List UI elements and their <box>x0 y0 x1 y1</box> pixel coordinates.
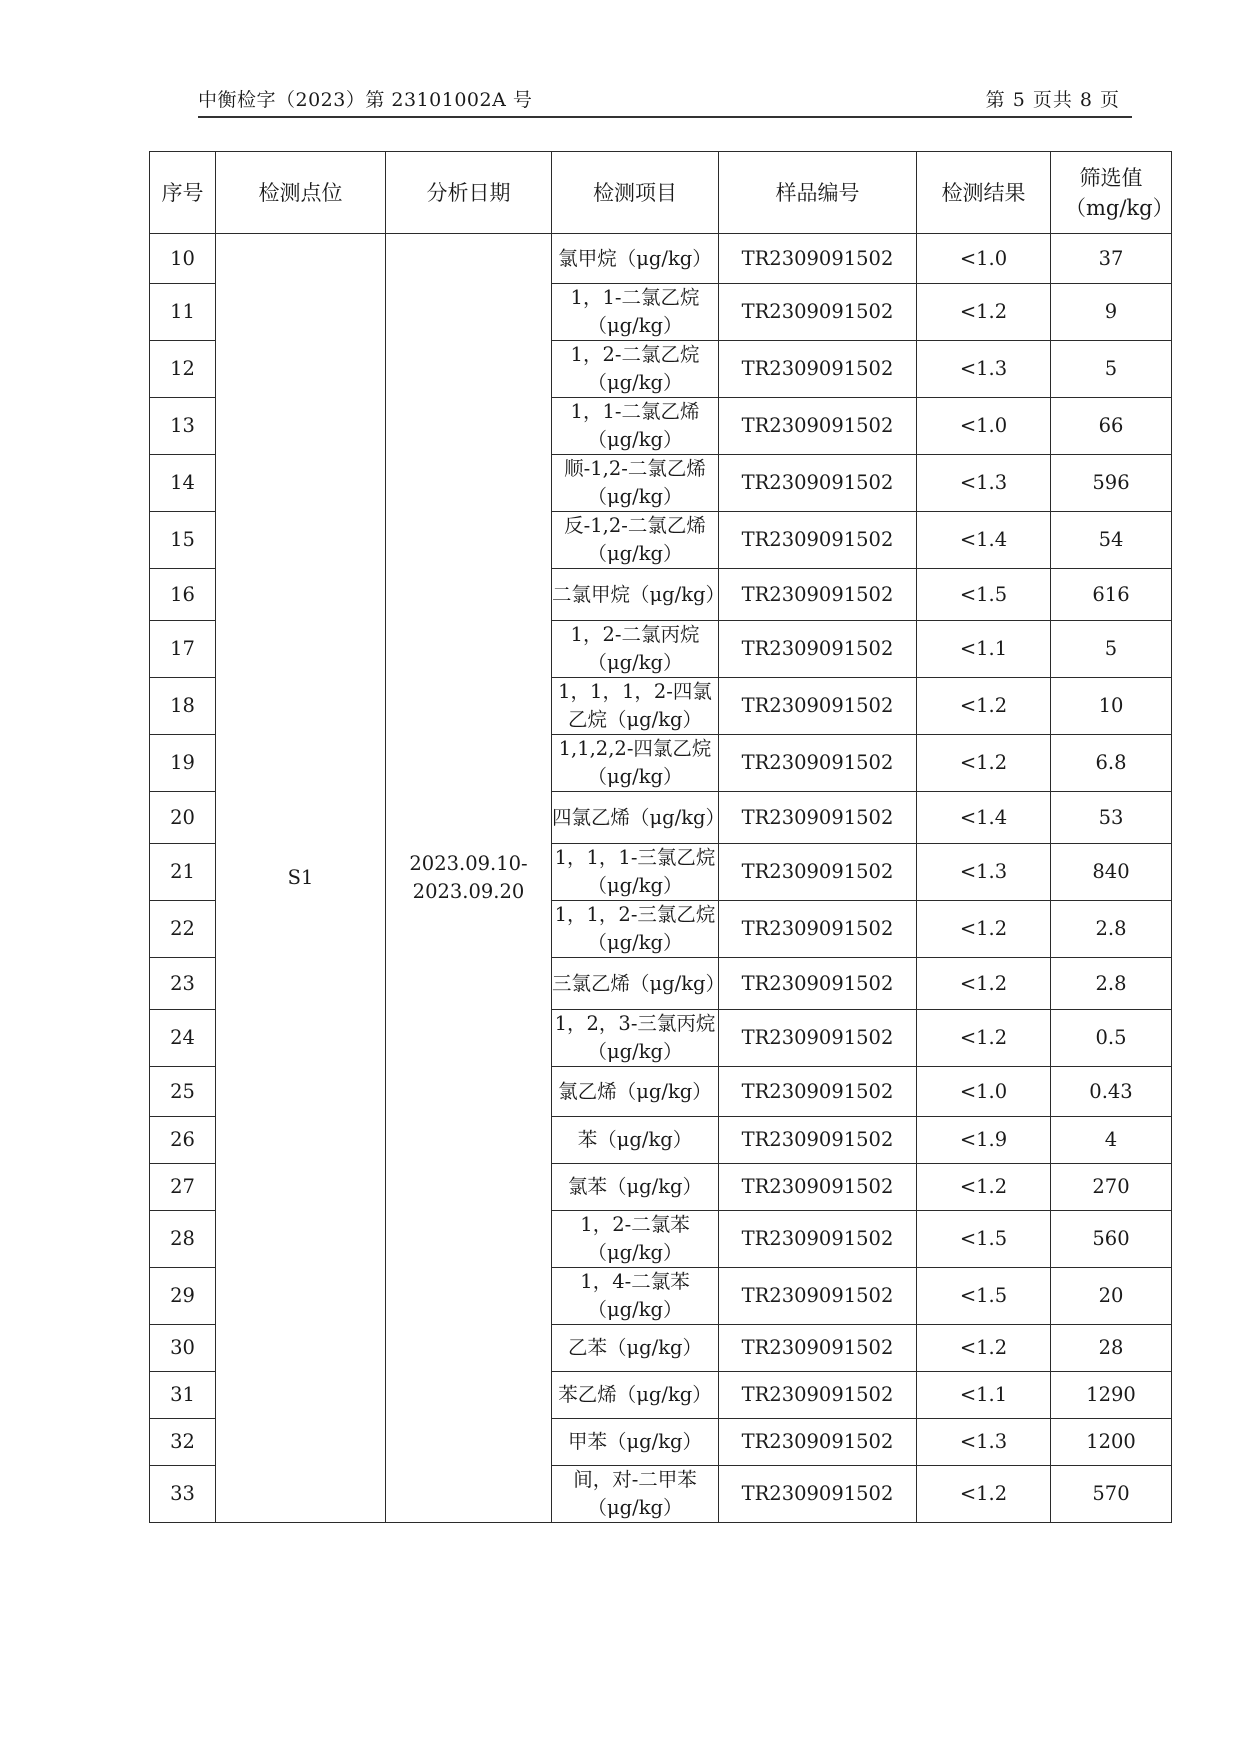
date-cell: 2023.09.10-2023.09.20 <box>386 234 552 1523</box>
row-number: 10 <box>150 234 216 284</box>
sample-cell: TR2309091502 <box>719 735 917 792</box>
item-cell: 二氯甲烷（μg/kg） <box>552 569 719 621</box>
sample-cell: TR2309091502 <box>719 1067 917 1117</box>
item-cell: 氯乙烯（μg/kg） <box>552 1067 719 1117</box>
result-cell: <1.4 <box>917 512 1051 569</box>
result-cell: <1.5 <box>917 1268 1051 1325</box>
row-number: 33 <box>150 1466 216 1523</box>
row-number: 25 <box>150 1067 216 1117</box>
header-result: 检测结果 <box>917 152 1051 234</box>
result-cell: <1.0 <box>917 1067 1051 1117</box>
sample-cell: TR2309091502 <box>719 1164 917 1211</box>
result-cell: <1.0 <box>917 234 1051 284</box>
sample-cell: TR2309091502 <box>719 958 917 1010</box>
screening-cell: 616 <box>1051 569 1172 621</box>
result-cell: <1.3 <box>917 844 1051 901</box>
results-table <box>149 151 1172 1523</box>
screening-cell: 66 <box>1051 398 1172 455</box>
row-number: 27 <box>150 1164 216 1211</box>
screening-cell: 9 <box>1051 284 1172 341</box>
result-cell: <1.1 <box>917 1372 1051 1419</box>
result-cell: <1.9 <box>917 1117 1051 1164</box>
item-cell: 1，1，2-三氯乙烷（μg/kg） <box>552 901 719 958</box>
result-cell: <1.2 <box>917 1164 1051 1211</box>
screening-cell: 5 <box>1051 621 1172 678</box>
sample-cell: TR2309091502 <box>719 1268 917 1325</box>
screening-cell: 570 <box>1051 1466 1172 1523</box>
row-number: 22 <box>150 901 216 958</box>
screening-cell: 6.8 <box>1051 735 1172 792</box>
item-cell: 三氯乙烯（μg/kg） <box>552 958 719 1010</box>
item-cell: 顺-1,2-二氯乙烯（μg/kg） <box>552 455 719 512</box>
sample-cell: TR2309091502 <box>719 621 917 678</box>
screening-cell: 1200 <box>1051 1419 1172 1466</box>
report-id: 中衡检字（2023）第 23101002A 号 <box>198 89 533 111</box>
item-cell: 1，2-二氯乙烷（μg/kg） <box>552 341 719 398</box>
item-cell: 乙苯（μg/kg） <box>552 1325 719 1372</box>
row-number: 24 <box>150 1010 216 1067</box>
item-cell: 1，1，1-三氯乙烷（μg/kg） <box>552 844 719 901</box>
row-number: 30 <box>150 1325 216 1372</box>
screening-cell: 10 <box>1051 678 1172 735</box>
sample-cell: TR2309091502 <box>719 341 917 398</box>
sample-cell: TR2309091502 <box>719 1419 917 1466</box>
sample-cell: TR2309091502 <box>719 792 917 844</box>
sample-cell: TR2309091502 <box>719 284 917 341</box>
row-number: 20 <box>150 792 216 844</box>
item-cell: 1,1,2,2-四氯乙烷（μg/kg） <box>552 735 719 792</box>
result-cell: <1.3 <box>917 455 1051 512</box>
item-cell: 四氯乙烯（μg/kg） <box>552 792 719 844</box>
row-number: 23 <box>150 958 216 1010</box>
screening-cell: 840 <box>1051 844 1172 901</box>
result-cell: <1.2 <box>917 1325 1051 1372</box>
row-number: 13 <box>150 398 216 455</box>
document-header <box>198 86 1132 118</box>
result-cell: <1.5 <box>917 1211 1051 1268</box>
item-cell: 间，对-二甲苯（μg/kg） <box>552 1466 719 1523</box>
header-location: 检测点位 <box>216 152 386 234</box>
table-header-row <box>150 152 1172 234</box>
result-cell: <1.2 <box>917 901 1051 958</box>
result-cell: <1.2 <box>917 284 1051 341</box>
header-item: 检测项目 <box>552 152 719 234</box>
sample-cell: TR2309091502 <box>719 1325 917 1372</box>
table-body <box>150 234 1172 1523</box>
row-number: 16 <box>150 569 216 621</box>
row-number: 11 <box>150 284 216 341</box>
item-cell: 氯苯（μg/kg） <box>552 1164 719 1211</box>
row-number: 28 <box>150 1211 216 1268</box>
row-number: 26 <box>150 1117 216 1164</box>
header-screening: 筛选值（mg/kg） <box>1051 152 1172 234</box>
screening-cell: 4 <box>1051 1117 1172 1164</box>
item-cell: 1，1-二氯乙烯（μg/kg） <box>552 398 719 455</box>
row-number: 18 <box>150 678 216 735</box>
row-number: 15 <box>150 512 216 569</box>
item-cell: 1，2，3-三氯丙烷（μg/kg） <box>552 1010 719 1067</box>
screening-cell: 560 <box>1051 1211 1172 1268</box>
result-cell: <1.3 <box>917 341 1051 398</box>
item-cell: 1，1，1，2-四氯乙烷（μg/kg） <box>552 678 719 735</box>
sample-cell: TR2309091502 <box>719 455 917 512</box>
result-cell: <1.5 <box>917 569 1051 621</box>
sample-cell: TR2309091502 <box>719 512 917 569</box>
sample-cell: TR2309091502 <box>719 1466 917 1523</box>
result-cell: <1.2 <box>917 1010 1051 1067</box>
screening-cell: 1290 <box>1051 1372 1172 1419</box>
page-info: 第 5 页共 8 页 <box>985 89 1120 111</box>
table-row <box>150 234 1172 284</box>
screening-cell: 596 <box>1051 455 1172 512</box>
screening-cell: 37 <box>1051 234 1172 284</box>
item-cell: 1，2-二氯苯（μg/kg） <box>552 1211 719 1268</box>
sample-cell: TR2309091502 <box>719 234 917 284</box>
sample-cell: TR2309091502 <box>719 569 917 621</box>
screening-cell: 270 <box>1051 1164 1172 1211</box>
result-cell: <1.2 <box>917 958 1051 1010</box>
sample-cell: TR2309091502 <box>719 1211 917 1268</box>
screening-cell: 5 <box>1051 341 1172 398</box>
sample-cell: TR2309091502 <box>719 1117 917 1164</box>
item-cell: 苯乙烯（μg/kg） <box>552 1372 719 1419</box>
sample-cell: TR2309091502 <box>719 844 917 901</box>
header-sample: 样品编号 <box>719 152 917 234</box>
screening-cell: 54 <box>1051 512 1172 569</box>
screening-cell: 2.8 <box>1051 958 1172 1010</box>
item-cell: 氯甲烷（μg/kg） <box>552 234 719 284</box>
sample-cell: TR2309091502 <box>719 1372 917 1419</box>
result-cell: <1.2 <box>917 1466 1051 1523</box>
item-cell: 反-1,2-二氯乙烯（μg/kg） <box>552 512 719 569</box>
screening-cell: 0.5 <box>1051 1010 1172 1067</box>
result-cell: <1.4 <box>917 792 1051 844</box>
row-number: 14 <box>150 455 216 512</box>
row-number: 17 <box>150 621 216 678</box>
header-date: 分析日期 <box>386 152 552 234</box>
result-cell: <1.1 <box>917 621 1051 678</box>
sample-cell: TR2309091502 <box>719 1010 917 1067</box>
result-cell: <1.2 <box>917 678 1051 735</box>
item-cell: 1，2-二氯丙烷（μg/kg） <box>552 621 719 678</box>
row-number: 12 <box>150 341 216 398</box>
item-cell: 1，1-二氯乙烷（μg/kg） <box>552 284 719 341</box>
screening-cell: 20 <box>1051 1268 1172 1325</box>
row-number: 19 <box>150 735 216 792</box>
screening-cell: 2.8 <box>1051 901 1172 958</box>
item-cell: 1，4-二氯苯（μg/kg） <box>552 1268 719 1325</box>
result-cell: <1.2 <box>917 735 1051 792</box>
result-cell: <1.3 <box>917 1419 1051 1466</box>
sample-cell: TR2309091502 <box>719 678 917 735</box>
sample-cell: TR2309091502 <box>719 901 917 958</box>
result-cell: <1.0 <box>917 398 1051 455</box>
screening-cell: 53 <box>1051 792 1172 844</box>
sample-cell: TR2309091502 <box>719 398 917 455</box>
location-cell: S1 <box>216 234 386 1523</box>
row-number: 31 <box>150 1372 216 1419</box>
screening-cell: 28 <box>1051 1325 1172 1372</box>
header-no: 序号 <box>150 152 216 234</box>
screening-cell: 0.43 <box>1051 1067 1172 1117</box>
row-number: 32 <box>150 1419 216 1466</box>
item-cell: 苯（μg/kg） <box>552 1117 719 1164</box>
row-number: 21 <box>150 844 216 901</box>
row-number: 29 <box>150 1268 216 1325</box>
item-cell: 甲苯（μg/kg） <box>552 1419 719 1466</box>
